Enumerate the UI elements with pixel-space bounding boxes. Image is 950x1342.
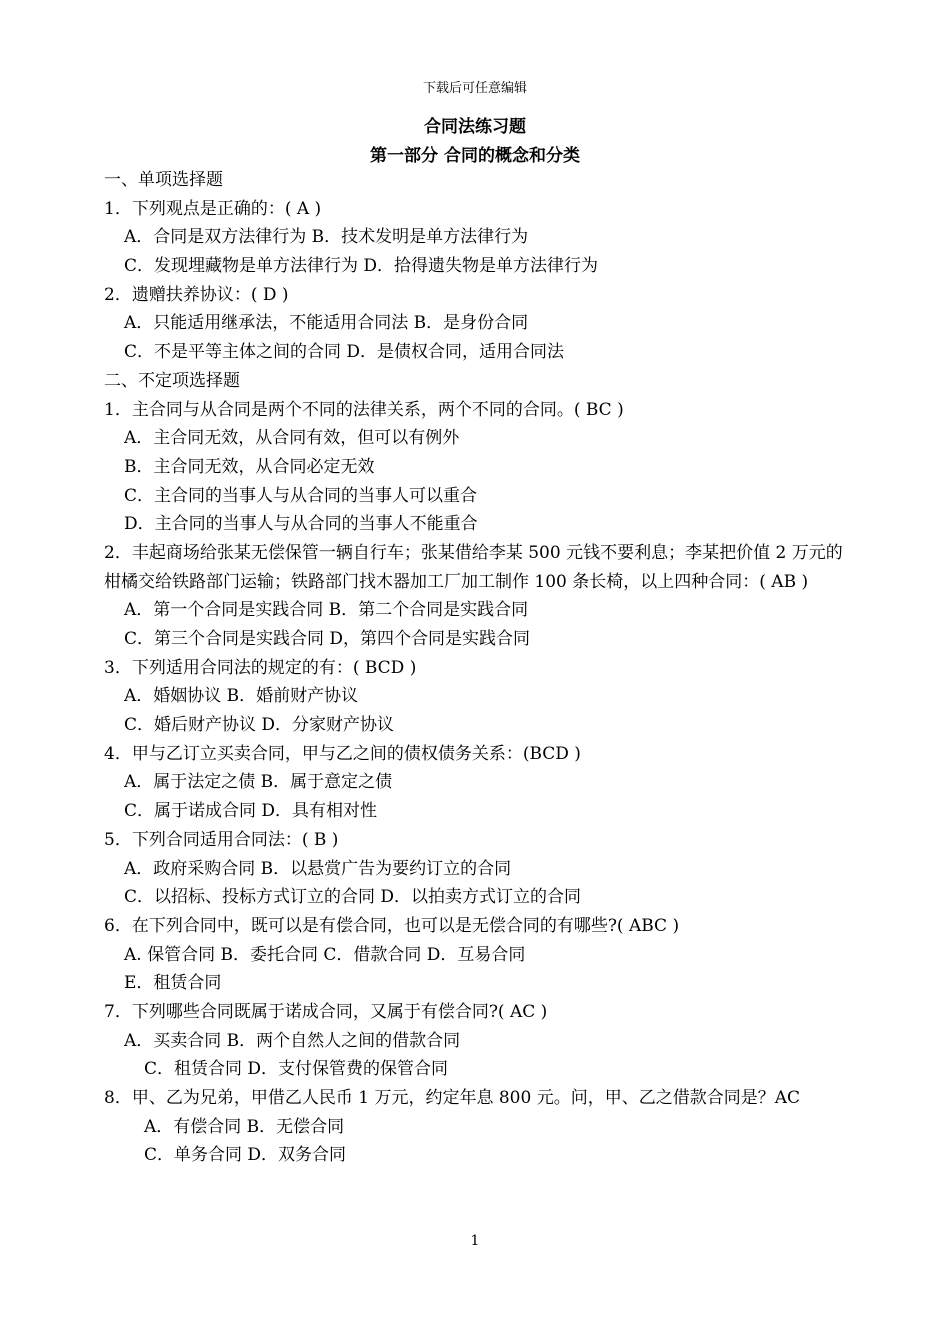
question-line: 2．遗赠扶养协议：( D ) — [104, 284, 289, 305]
question-line: 一、单项选择题 — [104, 170, 223, 190]
question-line: 二、不定项选择题 — [104, 370, 240, 391]
question-line: 1．主合同与从合同是两个不同的法律关系，两个不同的合同。( BC ) — [104, 399, 624, 420]
document-title: 合同法练习题 — [424, 117, 526, 137]
option-line: A．第一个合同是实践合同 B．第二个合同是实践合同 — [124, 600, 529, 621]
option-line: A．婚姻协议 B．婚前财产协议 — [124, 686, 359, 707]
option-line: D．主合同的当事人与从合同的当事人不能重合 — [124, 514, 478, 535]
option-line: C．租赁合同 D．支付保管费的保管合同 — [144, 1059, 449, 1080]
question-line: 6．在下列合同中，既可以是有偿合同，也可以是无偿合同的有哪些?( ABC ) — [104, 915, 680, 936]
option-line: C．婚后财产协议 D．分家财产协议 — [124, 715, 395, 736]
option-line: C．不是平等主体之间的合同 D．是债权合同，适用合同法 — [124, 342, 565, 363]
option-line: A．只能适用继承法，不能适用合同法 B．是身份合同 — [124, 313, 529, 334]
option-line: C．单务合同 D．双务合同 — [144, 1145, 347, 1166]
question-line: 7．下列哪些合同既属于诺成合同，又属于有偿合同?( AC ) — [104, 1001, 548, 1022]
question-line: 3．下列适用合同法的规定的有：( BCD ) — [104, 657, 417, 678]
option-line: C．以招标、投标方式订立的合同 D．以拍卖方式订立的合同 — [124, 887, 582, 908]
question-line: 4．甲与乙订立买卖合同，甲与乙之间的债权债务关系：(BCD ) — [104, 743, 581, 764]
option-line: C．发现埋藏物是单方法律行为 D．拾得遗失物是单方法律行为 — [124, 256, 599, 277]
option-line: A．买卖合同 B．两个自然人之间的借款合同 — [124, 1030, 461, 1051]
question-line: 5．下列合同适用合同法：( B ) — [104, 829, 339, 850]
option-line: A. 保管合同 B．委托合同 C．借款合同 D．互易合同 — [124, 944, 526, 965]
option-line: B．主合同无效，从合同必定无效 — [124, 456, 375, 477]
option-line: E．租赁合同 — [124, 973, 222, 994]
option-line: A．属于法定之债 B．属于意定之债 — [124, 772, 393, 793]
question-line: 8．甲、乙为兄弟，甲借乙人民币 1 万元，约定年息 800 元。问，甲、乙之借款合同是？AC — [104, 1088, 800, 1109]
option-line: C．主合同的当事人与从合同的当事人可以重合 — [124, 485, 478, 506]
option-line: C．第三个合同是实践合同 D，第四个合同是实践合同 — [124, 629, 531, 650]
section-title: 第一部分 合同的概念和分类 — [370, 146, 580, 166]
document-body — [104, 166, 854, 1170]
question-line: 2．丰起商场给张某无偿保管一辆自行车；张某借给李某 500 元钱不要利息；李某把价值 2 万元的柑橘交给铁路部门运输；铁路部门找木器加工厂加工制作 100 条长椅，以上四种合同：( AB ) — [104, 542, 843, 592]
page-header: 下载后可任意编辑 — [422, 81, 527, 96]
page-number: 1 — [470, 1233, 480, 1249]
option-line: A．政府采购合同 B．以悬赏广告为要约订立的合同 — [124, 858, 512, 879]
option-line: A．合同是双方法律行为 B．技术发明是单方法律行为 — [124, 227, 529, 248]
option-line: A．有偿合同 B．无偿合同 — [144, 1116, 345, 1137]
option-line: A．主合同无效，从合同有效，但可以有例外 — [124, 428, 460, 449]
option-line: C．属于诺成合同 D．具有相对性 — [124, 801, 378, 822]
question-line: 1．下列观点是正确的：( A ) — [104, 198, 322, 219]
